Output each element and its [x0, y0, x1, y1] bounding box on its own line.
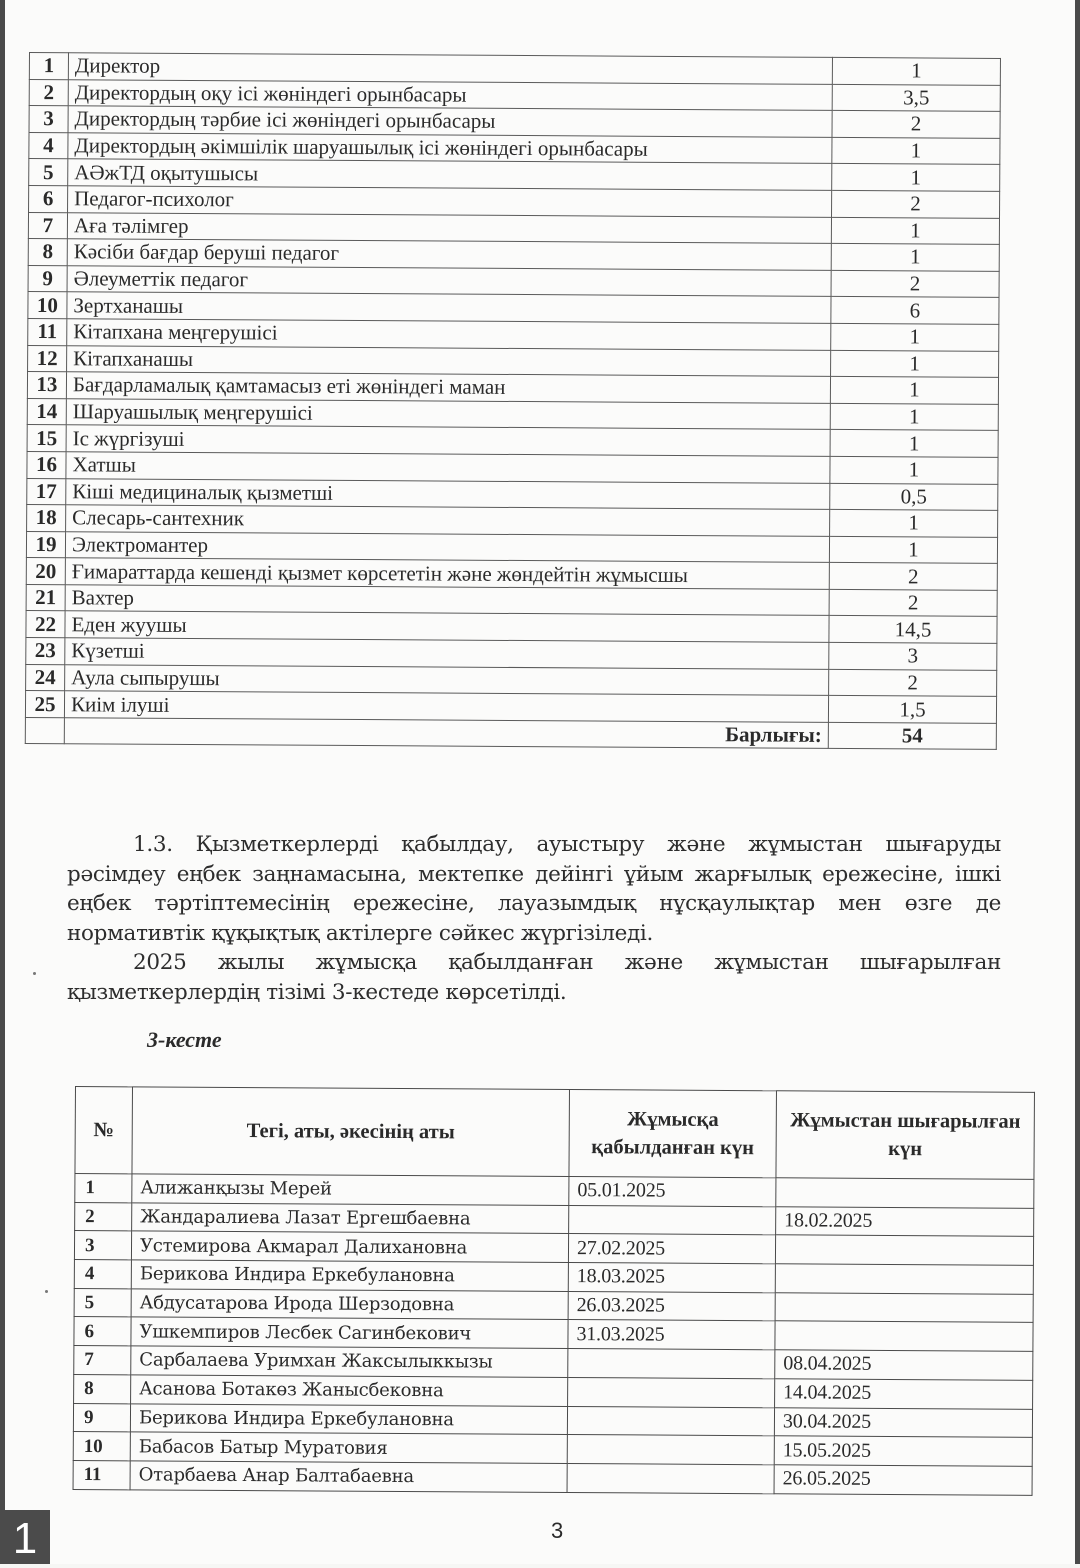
dismissed-date — [775, 1321, 1033, 1351]
table3-header-row — [75, 1087, 1035, 1180]
staff-positions-table — [25, 52, 1001, 750]
position-name: Аула сыпырушы — [65, 664, 829, 695]
dismissed-date: 14.04.2025 — [775, 1379, 1033, 1409]
right-frame-edge — [1075, 0, 1080, 1564]
row-number: 7 — [28, 212, 67, 239]
row-number: 25 — [25, 691, 64, 718]
position-quantity: 1 — [831, 350, 999, 378]
row-number: 24 — [26, 664, 65, 691]
employee-name: Алижанқызы Мерей — [132, 1174, 569, 1205]
position-quantity: 1 — [830, 456, 998, 484]
row-number: 17 — [27, 478, 66, 505]
position-quantity: 1 — [832, 57, 1000, 85]
position-name: Әлеуметтік педагог — [67, 265, 831, 296]
row-number: 9 — [73, 1403, 130, 1432]
row-number: 6 — [74, 1317, 131, 1346]
position-name: Кәсіби бағдар беруші педагог — [67, 239, 831, 270]
position-name: Аға тәлімгер — [67, 212, 831, 243]
staff-total-row — [25, 717, 996, 750]
hired-date — [567, 1406, 774, 1436]
empty-cell — [25, 717, 64, 744]
employee-name: Сарбалаева Уримхан Жаксылыккызы — [131, 1346, 568, 1377]
row-number: 1 — [75, 1174, 132, 1203]
employee-name: Асанова Ботакөз Жанысбековна — [131, 1375, 568, 1406]
position-name: Бағдарламалық қамтамасыз еті жөніндегі маман — [66, 372, 830, 403]
row-number: 1 — [29, 53, 68, 80]
position-name: Кітапханашы — [67, 345, 831, 376]
dismissed-date: 30.04.2025 — [774, 1407, 1032, 1437]
header-dismissed-date: Жұмыстан шығарылған күн — [776, 1091, 1035, 1180]
position-name: АӘжТД оқытушысы — [68, 159, 832, 190]
image-index-badge: 1 — [0, 1510, 50, 1564]
page-number: 3 — [551, 1518, 564, 1543]
position-name: Директордың тәрбие ісі жөніндегі орынбасары — [68, 106, 832, 137]
employee-name: Берикова Индира Еркебулановна — [130, 1403, 567, 1434]
employee-name: Берикова Индира Еркебулановна — [131, 1260, 568, 1291]
row-number: 4 — [29, 132, 68, 159]
position-quantity: 3,5 — [832, 84, 1000, 112]
dismissed-date — [775, 1293, 1033, 1323]
paragraph-2025-list: 2025 жылы жұмысқа қабылданған және жұмыстан шығарылған қызметкерлердің тізімі 3-кестеде көрсетілді. — [67, 950, 1001, 1005]
dismissed-date: 08.04.2025 — [775, 1350, 1033, 1380]
row-number: 8 — [28, 239, 67, 266]
dismissed-date — [775, 1235, 1033, 1265]
row-number: 11 — [28, 318, 67, 345]
position-quantity: 3 — [829, 642, 997, 670]
position-name: Директордың оқу ісі жөніндегі орынбасары — [68, 79, 832, 110]
row-number: 18 — [27, 505, 66, 532]
row-number: 10 — [73, 1432, 130, 1461]
employee-row — [73, 1460, 1032, 1495]
position-quantity: 1,5 — [828, 696, 996, 724]
employee-name: Жандаралиева Лазат Ергешбаевна — [132, 1203, 569, 1234]
dismissed-date: 18.02.2025 — [776, 1206, 1034, 1236]
speck-mark — [33, 972, 36, 975]
dismissed-date — [776, 1178, 1034, 1208]
hired-date: 18.03.2025 — [568, 1263, 775, 1293]
total-label: Барлығы: — [64, 718, 828, 749]
position-quantity: 1 — [830, 403, 998, 431]
position-name: Еден жуушы — [65, 611, 829, 642]
position-name: Кітапхана меңгерушісі — [67, 319, 831, 350]
row-number: 5 — [74, 1288, 131, 1317]
position-quantity: 14,5 — [829, 616, 997, 644]
position-quantity: 1 — [830, 377, 998, 405]
position-quantity: 2 — [829, 589, 997, 617]
row-number: 8 — [74, 1374, 131, 1403]
document-page — [5, 0, 1075, 1564]
position-name: Кіші медициналық қызметші — [66, 478, 830, 509]
position-quantity: 1 — [831, 244, 999, 272]
header-num: № — [75, 1087, 133, 1174]
hired-date: 05.01.2025 — [569, 1177, 776, 1207]
hired-date — [569, 1205, 776, 1235]
row-number: 11 — [73, 1460, 130, 1489]
position-name: Педагог-психолог — [68, 186, 832, 217]
position-quantity: 1 — [830, 430, 998, 458]
employee-name: Отарбаева Анар Балтабаевна — [130, 1461, 567, 1492]
dismissed-date: 26.05.2025 — [774, 1465, 1032, 1495]
position-name: Директордың әкімшілік шаруашылық ісі жөніндегі орынбасары — [68, 133, 832, 164]
row-number: 14 — [27, 398, 66, 425]
section-paragraph — [67, 830, 1001, 1007]
total-value: 54 — [828, 722, 996, 750]
position-name: Электромантер — [65, 531, 829, 562]
position-name: Іс жүргізуші — [66, 425, 830, 456]
position-quantity: 1 — [830, 509, 998, 537]
row-number: 5 — [29, 159, 68, 186]
row-number: 9 — [28, 265, 67, 292]
position-quantity: 1 — [831, 323, 999, 351]
position-quantity: 1 — [832, 137, 1000, 165]
position-name: Күзетші — [65, 638, 829, 669]
dismissed-date: 15.05.2025 — [774, 1436, 1032, 1466]
row-number: 6 — [29, 185, 68, 212]
employee-name: Бабасов Батыр Муратовия — [130, 1432, 567, 1463]
hired-date — [568, 1349, 775, 1379]
position-name: Вахтер — [65, 585, 829, 616]
row-number: 13 — [27, 372, 66, 399]
hired-date: 27.02.2025 — [568, 1234, 775, 1264]
position-quantity: 1 — [829, 536, 997, 564]
employee-name: Абдусатарова Ирода Шерзодовна — [131, 1289, 568, 1320]
hired-date: 26.03.2025 — [568, 1291, 775, 1321]
row-number: 19 — [26, 531, 65, 558]
hired-date: 31.03.2025 — [568, 1320, 775, 1350]
position-quantity: 2 — [831, 270, 999, 298]
table3-caption: 3-кесте — [147, 1027, 222, 1052]
position-quantity: 2 — [829, 669, 997, 697]
position-name: Директор — [68, 53, 832, 84]
row-number: 15 — [27, 425, 66, 452]
position-quantity: 2 — [829, 563, 997, 591]
row-number: 16 — [27, 451, 66, 478]
hired-date — [568, 1377, 775, 1407]
position-name: Ғимараттарда кешенді қызмет көрсететін және жөндейтін жұмысшы — [65, 558, 829, 589]
row-number: 7 — [74, 1346, 131, 1375]
employee-name: Устемирова Акмарал Далихановна — [131, 1231, 568, 1262]
hired-dismissed-table — [73, 1086, 1035, 1495]
hired-date — [567, 1463, 774, 1493]
row-number: 22 — [26, 611, 65, 638]
position-quantity: 2 — [832, 111, 1000, 139]
speck-mark — [45, 1290, 48, 1293]
row-number: 21 — [26, 584, 65, 611]
position-quantity: 2 — [832, 190, 1000, 218]
row-number: 23 — [26, 638, 65, 665]
header-name: Тегі, аты, әкесінің аты — [132, 1087, 570, 1177]
position-quantity: 0,5 — [830, 483, 998, 511]
position-quantity: 1 — [832, 164, 1000, 192]
position-name: Зертханашы — [67, 292, 831, 323]
header-hired-date: Жұмысқа қабылданған күн — [569, 1090, 777, 1178]
row-number: 20 — [26, 558, 65, 585]
row-number: 10 — [28, 292, 67, 319]
position-name: Хатшы — [66, 452, 830, 483]
dismissed-date — [775, 1264, 1033, 1294]
position-name: Шаруашылық меңгерушісі — [66, 398, 830, 429]
hired-date — [567, 1435, 774, 1465]
row-number: 4 — [74, 1260, 131, 1289]
row-number: 2 — [75, 1202, 132, 1231]
row-number: 2 — [29, 79, 68, 106]
position-name: Киім ілуші — [64, 691, 828, 722]
row-number: 3 — [29, 106, 68, 133]
position-quantity: 1 — [831, 217, 999, 245]
position-quantity: 6 — [831, 297, 999, 325]
row-number: 3 — [74, 1231, 131, 1260]
paragraph-1-3: 1.3. Қызметкерлерді қабылдау, ауыстыру және жұмыстан шығаруды рәсімдеу еңбек заңнамасына, мектепке дейінгі ұйым жарғылық ережесіне, ішкі еңбек тәртіптемесінің ережесіне, лауазымдық нұсқаулықтар мен өзге де нормативтік құқықтық актілерге сәйкес жүргізіледі. — [67, 832, 1001, 946]
row-number: 12 — [28, 345, 67, 372]
position-name: Слесарь-сантехник — [66, 505, 830, 536]
employee-name: Ушкемпиров Лесбек Сагинбекович — [131, 1317, 568, 1348]
